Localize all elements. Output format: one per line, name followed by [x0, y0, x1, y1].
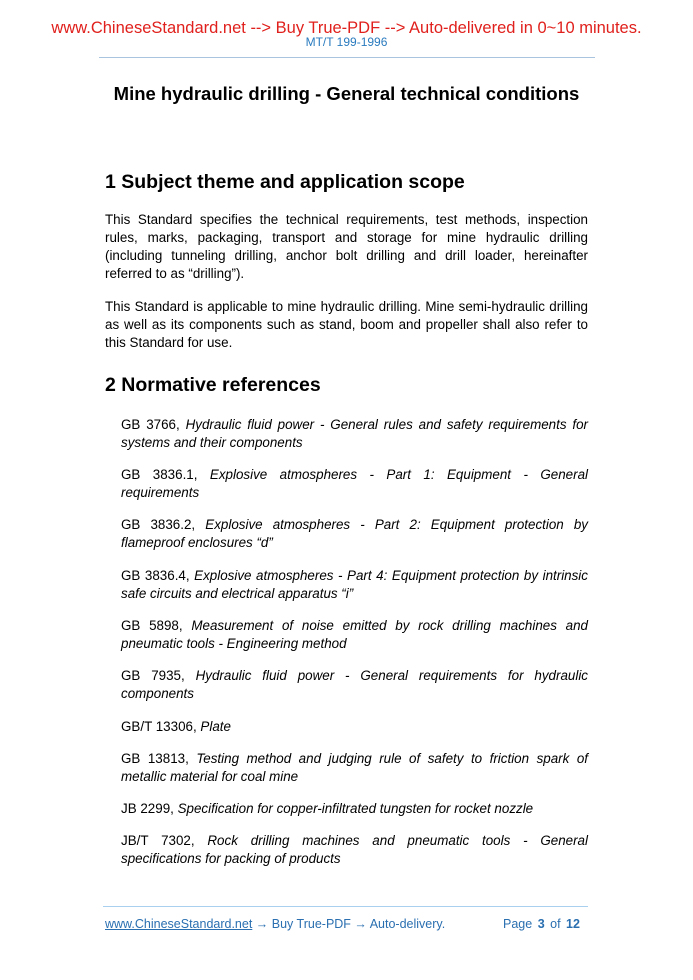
- page-indicator: [503, 916, 580, 932]
- reference-title: Explosive atmospheres - Part 2: Equipment protection by flameproof enclosures “d”: [121, 517, 588, 550]
- reference-item: [121, 667, 588, 703]
- reference-item: [121, 832, 588, 868]
- footer-promo-tail: → Buy True-PDF → Auto-delivery.: [252, 917, 446, 931]
- reference-item: [121, 516, 588, 552]
- document-title: Mine hydraulic drilling - General technical conditions: [113, 83, 580, 104]
- reference-title: Hydraulic fluid power - General requirements for hydraulic components: [121, 668, 588, 701]
- reference-title: Measurement of noise emitted by rock drilling machines and pneumatic tools - Engineering method: [121, 618, 589, 651]
- reference-code: GB 3836.2,: [121, 517, 196, 532]
- scope-paragraph-1: This Standard specifies the technical requirements, test methods, inspection rules, marks, packaging, transport and storage for mine hydraulic drilling (including tunneling drilling, anchor bolt drilling and drill loader, hereinafter referred to as “drilling”).: [105, 212, 588, 281]
- reference-item: [121, 750, 588, 786]
- reference-code: GB 3766,: [121, 417, 180, 432]
- reference-item: [121, 800, 588, 818]
- page-total: 12: [566, 917, 580, 931]
- footer-promo: [105, 916, 445, 932]
- reference-item: [121, 466, 588, 502]
- promo-banner[interactable]: www.ChineseStandard.net --> Buy True-PDF --> Auto-delivered in 0~10 minutes.: [51, 19, 642, 37]
- header-divider: [99, 57, 595, 58]
- page-label: Page: [503, 917, 533, 931]
- reference-code: GB 3836.1,: [121, 467, 198, 482]
- document-number: MT/T 199-1996: [305, 35, 388, 49]
- reference-code: GB 13813,: [121, 751, 189, 766]
- scope-paragraph-2: This Standard is applicable to mine hydraulic drilling. Mine semi-hydraulic drilling as well as its components such as stand, boom and propeller shall also refer to this Standard for use.: [105, 299, 588, 350]
- section-heading-references: 2 Normative references: [105, 374, 321, 396]
- reference-title: Testing method and judging rule of safety to friction spark of metallic material for coal mine: [121, 751, 588, 784]
- reference-item: [121, 567, 588, 603]
- section-heading-scope: 1 Subject theme and application scope: [105, 171, 465, 193]
- page-of: of: [550, 917, 561, 931]
- reference-code: GB/T 13306,: [121, 719, 197, 734]
- reference-code: GB 7935,: [121, 668, 185, 683]
- reference-item: [121, 718, 588, 736]
- reference-title: Explosive atmospheres - Part 1: Equipment - General requirements: [121, 467, 588, 500]
- reference-title: Specification for copper-infiltrated tungsten for rocket nozzle: [177, 801, 534, 816]
- reference-code: GB 3836.4,: [121, 568, 190, 583]
- reference-code: JB/T 7302,: [121, 833, 195, 848]
- footer-divider: [103, 906, 588, 907]
- reference-title: Rock drilling machines and pneumatic tools - General specifications for packing of products: [121, 833, 588, 866]
- reference-item: [121, 617, 588, 653]
- reference-title: Plate: [200, 719, 231, 734]
- reference-item: [121, 416, 588, 452]
- page-current: 3: [537, 917, 545, 931]
- reference-title: Explosive atmospheres - Part 4: Equipment protection by intrinsic safe circuits and electrical apparatus “i”: [121, 568, 588, 601]
- reference-code: JB 2299,: [121, 801, 174, 816]
- footer-link[interactable]: www.ChineseStandard.net: [105, 917, 253, 931]
- reference-title: Hydraulic fluid power - General rules and safety requirements for systems and their components: [121, 417, 589, 450]
- reference-code: GB 5898,: [121, 618, 183, 633]
